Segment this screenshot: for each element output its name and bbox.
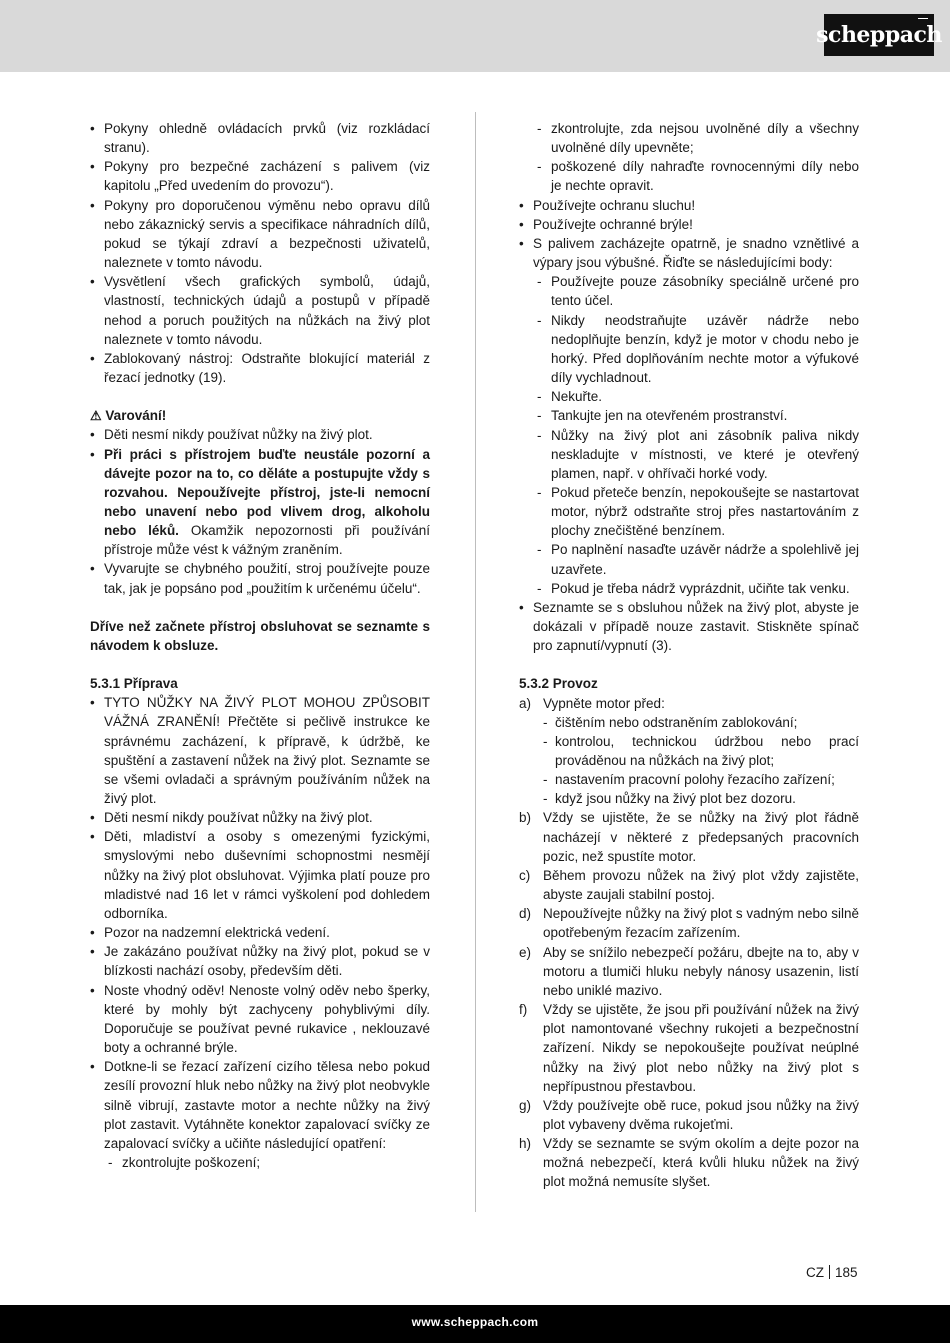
enum-item [519, 1096, 859, 1134]
dash-item: - Tankujte jen na otevřeném prostranství. [519, 406, 859, 425]
left-column [90, 119, 430, 1172]
enum-item [519, 904, 859, 942]
dash-item: - Pokud přeteče benzín, nepokoušejte se nastartovat motor, nýbrž odstraňte stroj přes nastartováním z plochy znečištěné benzínem. [519, 483, 859, 540]
list-item: • Děti, mladiství a osoby s omezenými fyzickými, smyslovými nebo duševními schopnostmi nesmějí nůžky na živý plot obsluhovat. Výjimka platí pouze pro mladistvé nad 16 let v rámci vyškolení pod dohledem odborníka. [90, 827, 430, 923]
list-item: • Používejte ochranné brýle! [519, 215, 859, 234]
enum-item [519, 943, 859, 1000]
dash-item: - zkontrolujte, zda nejsou uvolněné díly a všechny uvolněné díly upevněte; [519, 119, 859, 157]
warning-heading [90, 406, 430, 425]
dash-item: - čištěním nebo odstraněním zablokování; [543, 713, 859, 732]
page-number [806, 1265, 858, 1280]
language-code: CZ [806, 1265, 824, 1280]
list-item: • TYTO NŮŽKY NA ŽIVÝ PLOT MOHOU ZPŮSOBIT VÁŽNÁ ZRANĚNÍ! Přečtěte si pečlivě instrukce ke správnému zacházení, k přípravě, k údržbě, ke spuštění a zastavení nůžek na živý plot. Seznamte se se všemi ovladači a správným používáním nůžek na živý plot. [90, 693, 430, 808]
list-item [90, 445, 430, 560]
enum-text: Vypněte motor před: [543, 695, 665, 711]
list-item: • Dotkne-li se řezací zařízení cizího tělesa nebo pokud zesílí provozní hluk nebo nůžky na živý plot neobvykle silně vibrují, zastavte motor a nechte nůžky na živý plot zastavit. Vytáhněte konektor zapalovací svíčky ze zapalovací svíčky a učiňte následující opatření: [90, 1057, 430, 1153]
dash-item: - Pokud je třeba nádrž vyprázdnit, učiňte tak venku. [519, 579, 859, 598]
page-separator [829, 1265, 830, 1279]
enum-text: Vždy se seznamte se svým okolím a dejte pozor na možná nebezpečí, která kvůli hluku nůžek na živý plot možná nemusíte slyšet. [543, 1136, 859, 1190]
enum-label: a) [519, 695, 532, 711]
dash-item: - Používejte pouze zásobníky speciálně určené pro tento účel. [519, 272, 859, 310]
column-divider [475, 112, 476, 1212]
header-bar [0, 0, 950, 72]
enum-text: Vždy se ujistěte, že se nůžky na živý plot řádně nacházejí v některé z předepsaných pracovních pozic, než spustíte motor. [543, 810, 859, 864]
section-heading: 5.3.2 Provoz [519, 676, 598, 692]
list-item: • Seznamte se s obsluhou nůžek na živý plot, abyste je dokázali v případě nouze zastavit. Stiskněte spínač pro zapnutí/vypnutí (3). [519, 598, 859, 655]
list-item: • Pokyny pro doporučenou výměnu nebo opravu dílů nebo zákaznický servis a specifikace náhradních dílů, pokud se týkají zdraví a bezpečnosti uživatelů, naleznete v tomto návodu. [90, 196, 430, 273]
dash-item: - když jsou nůžky na živý plot bez dozoru. [543, 789, 859, 808]
enum-text: Aby se snížilo nebezpečí požáru, dbejte na to, aby v motoru a tlumiči hluku nebyly nánosy usazenin, listí nebo uniklé mazivo. [543, 944, 859, 998]
page-number-value: 185 [835, 1265, 858, 1280]
section-heading: 5.3.1 Příprava [90, 676, 178, 692]
list-item: • Zablokovaný nástroj: Odstraňte blokující materiál z řezací jednotky (19). [90, 349, 430, 387]
enum-item [519, 1000, 859, 1096]
enum-item [519, 808, 859, 865]
enum-label: h) [519, 1136, 532, 1152]
enum-label: f) [519, 1002, 528, 1018]
list-item: • Děti nesmí nikdy používat nůžky na živý plot. [90, 425, 430, 444]
enum-text: Vždy se ujistěte, že jsou při používání nůžek na živý plot namontované všechny rukojeti a bezpečnostní zařízení. Nikdy se nepokoušejte používat neúplné nůžky na živý plot nebo nůžky na živý plot s nepřípustnou přestavbou. [543, 1002, 859, 1094]
enum-label: d) [519, 906, 532, 922]
warning-text-tail: Okamžik nepozornosti při používání přístroje může vést k vážným zraněním. [104, 523, 430, 558]
logo-accent-line [918, 18, 928, 19]
list-item: • Děti nesmí nikdy používat nůžky na živý plot. [90, 808, 430, 827]
enum-label: b) [519, 810, 532, 826]
list-item: • Pokyny pro bezpečné zacházení s palivem (viz kapitolu „Před uvedením do provozu“). [90, 157, 430, 195]
list-item: • Pozor na nadzemní elektrická vedení. [90, 923, 430, 942]
enum-label: e) [519, 944, 532, 960]
website-link[interactable]: www.scheppach.com [411, 1315, 539, 1329]
warning-title: Varování! [105, 408, 167, 424]
enum-item [519, 1134, 859, 1191]
enum-text: Vždy používejte obě ruce, pokud jsou nůžky na živý plot vybaveny dvěma rukojeťmi. [543, 1097, 859, 1132]
warning-triangle-icon: ⚠ [90, 408, 102, 424]
list-item: • Vyvarujte se chybného použití, stroj používejte pouze tak, jak je popsáno pod „použitím k určenému účelu“. [90, 559, 430, 597]
list-item: • Pokyny ohledně ovládacích prvků (viz rozkládací stranu). [90, 119, 430, 157]
list-item: • Používejte ochranu sluchu! [519, 196, 859, 215]
dash-item: - Po naplnění nasaďte uzávěr nádrže a spolehlivě jej uzavřete. [519, 540, 859, 578]
dash-item: - Nůžky na živý plot ani zásobník paliva nikdy neskladujte v místnosti, ve které je otevřený plamen, např. v ohřívači horké vody. [519, 426, 859, 483]
list-item: • S palivem zacházejte opatrně, je snadno vznětlivé a výpary jsou výbušné. Řiďte se následujícími body: [519, 234, 859, 272]
dash-item: - Nikdy neodstraňujte uzávěr nádrže nebo nedoplňujte benzín, když je motor v chodu nebo je horký. Před doplňováním nechte motor a výfukové díly vychladnout. [519, 311, 859, 388]
right-column [519, 119, 859, 1192]
enum-label: g) [519, 1097, 532, 1113]
list-item: • Je zakázáno používat nůžky na živý plot, pokud se v blízkosti nachází osoby, především děti. [90, 942, 430, 980]
dash-item: - nastavením pracovní polohy řezacího zařízení; [543, 770, 859, 789]
enum-label: c) [519, 867, 531, 883]
brand-logo [816, 14, 942, 56]
enum-text: Nepoužívejte nůžky na živý plot s vadným nebo silně opotřebeným řezacím zařízením. [543, 906, 859, 941]
before-operation-note: Dříve než začnete přístroj obsluhovat se seznamte s návodem k obsluze. [90, 618, 430, 653]
enum-text: Během provozu nůžek na živý plot vždy zajistěte, abyste zaujali stabilní postoj. [543, 867, 859, 903]
dash-item: - zkontrolujte poškození; [90, 1153, 430, 1172]
dash-item: - kontrolou, technickou údržbou nebo prací prováděnou na nůžkách na živý plot; [543, 732, 859, 770]
enum-item [519, 694, 859, 809]
enum-item [519, 866, 859, 904]
dash-item: - poškozené díly nahraďte rovnocennými díly nebo je nechte opravit. [519, 157, 859, 195]
dash-item: - Nekuřte. [519, 387, 859, 406]
brand-name: scheppach [816, 22, 942, 48]
list-item: • Noste vhodný oděv! Nenoste volný oděv nebo šperky, které by mohly být zachyceny pohyblivými díly. Doporučuje se používat pevné rukavice , neklouzavé boty a ochranné brýle. [90, 981, 430, 1058]
bold-warning-text: Při práci s přístrojem buďte neustále pozorní a dávejte pozor na to, co děláte a postupujte vždy s rozvahou. Nepoužívejte přístroj, jste-li nemocní nebo unavení nebo pod vlivem drog, alkoholu nebo léků. [104, 446, 430, 539]
list-item: • Vysvětlení všech grafických symbolů, údajů, vlastností, technických údajů a postupů v případě nehod a poruch použitých na nůžkách na živý plot naleznete v tomto návodu. [90, 272, 430, 349]
